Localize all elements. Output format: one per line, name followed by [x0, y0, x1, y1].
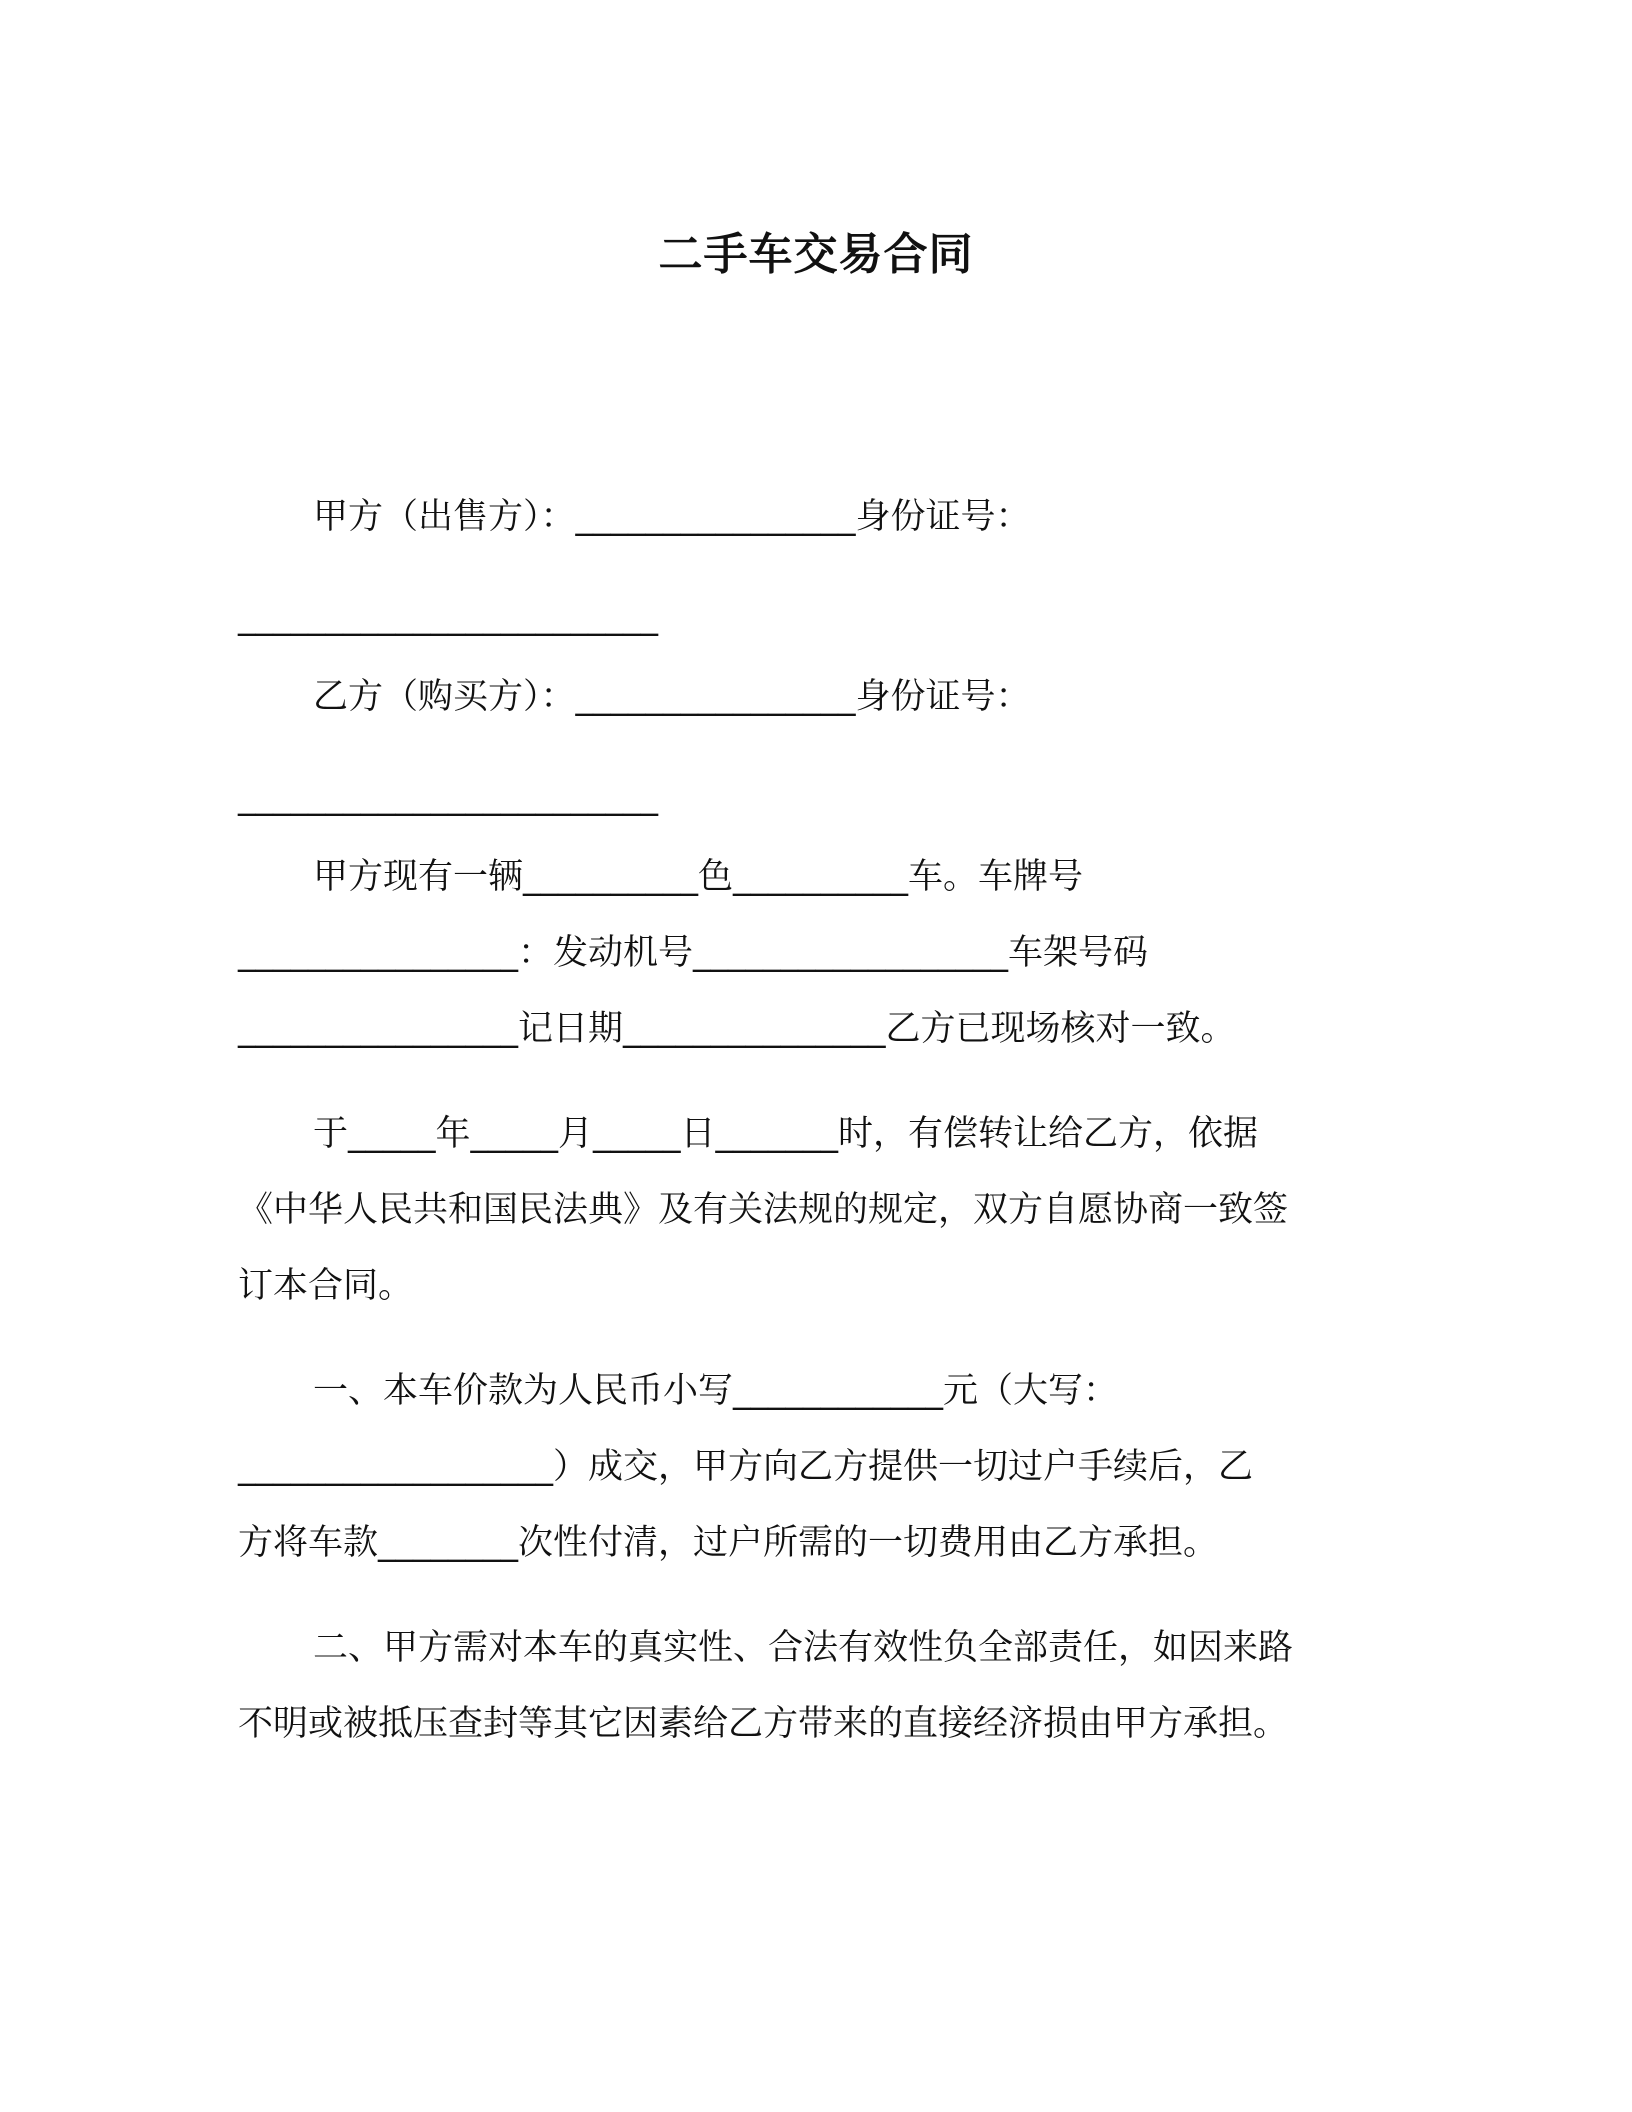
- seller-id-blank: ________________________: [238, 597, 658, 637]
- vehicle-line-2: ________________：发动机号__________________车架号码: [238, 933, 1149, 973]
- transfer-line-1: 于_____年_____月_____日_______时，有偿转让给乙方，依据: [313, 1114, 1259, 1154]
- vehicle-line-1: 甲方现有一辆__________色__________车。车牌号: [313, 857, 1084, 897]
- buyer-line: 乙方（购买方）：________________身份证号：: [313, 677, 1031, 717]
- clause-1-line-2: __________________）成交，甲方向乙方提供一切过户手续后，乙: [238, 1447, 1254, 1487]
- vehicle-line-3: ________________记日期_______________乙方已现场核对一致。: [238, 1009, 1236, 1049]
- transfer-line-2: 《中华人民共和国民法典》及有关法规的规定，双方自愿协商一致签: [238, 1190, 1289, 1230]
- seller-line: 甲方（出售方）：________________身份证号：: [313, 497, 1031, 537]
- clause-1-line-3: 方将车款________次性付清，过户所需的一切费用由乙方承担。: [238, 1523, 1219, 1563]
- clause-1-line-1: 一、本车价款为人民币小写____________元（大写：: [313, 1371, 1119, 1411]
- contract-title: 二手车交易合同: [658, 229, 974, 280]
- transfer-line-3: 订本合同。: [238, 1266, 414, 1306]
- clause-2-line-2: 不明或被抵压查封等其它因素给乙方带来的直接经济损由甲方承担。: [238, 1704, 1289, 1744]
- clause-2-line-1: 二、甲方需对本车的真实性、合法有效性负全部责任，如因来路: [313, 1628, 1294, 1668]
- buyer-id-blank: ________________________: [238, 777, 658, 817]
